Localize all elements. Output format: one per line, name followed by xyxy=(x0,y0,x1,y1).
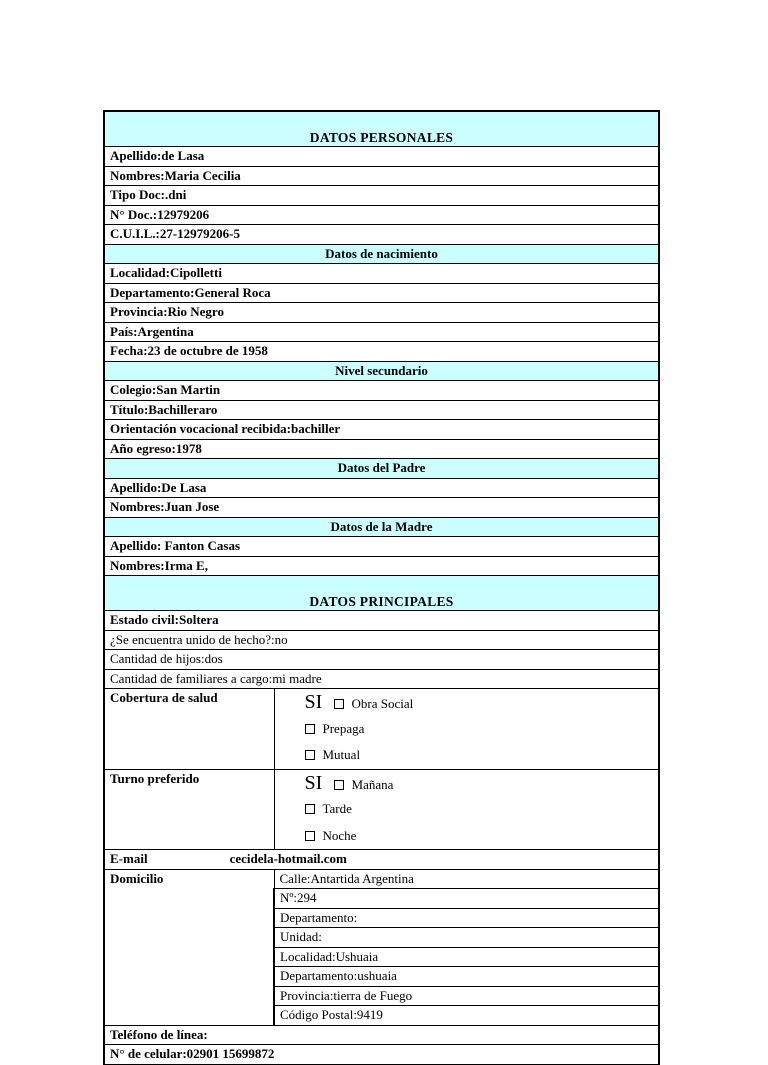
domicilio-line: Unidad: xyxy=(274,928,659,948)
field-tipo-doc: Tipo Doc:.dni xyxy=(104,186,659,206)
si-label: SI xyxy=(304,691,323,713)
section-title: Datos del Padre xyxy=(104,459,659,479)
field-num-doc: N° Doc.:12979206 xyxy=(104,205,659,225)
domicilio-line: Provincia:tierra de Fuego xyxy=(274,986,659,1006)
section-title: DATOS PERSONALES xyxy=(104,111,659,147)
checkbox-manana[interactable] xyxy=(334,780,344,790)
field-father-nombres: Nombres:Juan Jose xyxy=(104,498,659,518)
row-turno-preferido xyxy=(104,769,659,850)
field-apellido: Apellido:de Lasa xyxy=(104,147,659,167)
field-father-apellido: Apellido:De Lasa xyxy=(104,478,659,498)
row-email xyxy=(104,850,659,870)
field-pais: País:Argentina xyxy=(104,322,659,342)
email-value: cecidela-hotmail.com xyxy=(229,851,347,866)
domicilio-line: Localidad:Ushuaia xyxy=(274,947,659,967)
option-label: Obra Social xyxy=(351,696,414,711)
section-header-personal xyxy=(104,111,659,147)
option-label: Tarde xyxy=(322,801,352,816)
section-title: Datos de la Madre xyxy=(104,517,659,537)
field-nombres: Nombres:Maria Cecilia xyxy=(104,166,659,186)
option-label: Mutual xyxy=(322,747,361,762)
domicilio-line: Calle:Antartida Argentina xyxy=(274,869,659,889)
option-label: Prepaga xyxy=(322,720,365,736)
options-turno-preferido xyxy=(274,769,659,850)
field-egreso: Año egreso:1978 xyxy=(104,439,659,459)
domicilio-line: Código Postal:9419 xyxy=(274,1006,659,1026)
section-header-secondary xyxy=(104,361,659,381)
section-header-birth xyxy=(104,244,659,264)
checkbox-mutual[interactable] xyxy=(305,750,315,760)
field-hijos: Cantidad de hijos:dos xyxy=(104,650,659,670)
domicilio-line: Departamento: xyxy=(274,908,659,928)
field-union: ¿Se encuentra unido de hecho?:no xyxy=(104,630,659,650)
field-orientacion: Orientación vocacional recibida:bachiller xyxy=(104,420,659,440)
field-mother-nombres: Nombres:Irma E, xyxy=(104,556,659,576)
checkbox-noche[interactable] xyxy=(305,831,315,841)
domicilio-line: Departamento:ushuaia xyxy=(274,967,659,987)
field-familiares: Cantidad de familiares a cargo:mi madre xyxy=(104,669,659,689)
field-mother-apellido: Apellido: Fanton Casas xyxy=(104,537,659,557)
si-label: SI xyxy=(304,771,323,794)
field-fecha: Fecha:23 de octubre de 1958 xyxy=(104,342,659,362)
checkbox-prepaga[interactable] xyxy=(305,724,315,734)
field-cuil: C.U.I.L.:27-12979206-5 xyxy=(104,225,659,245)
field-colegio: Colegio:San Martin xyxy=(104,381,659,401)
option-label: Noche xyxy=(322,827,357,843)
section-title: Nivel secundario xyxy=(104,361,659,381)
section-title: DATOS PRINCIPALES xyxy=(104,576,659,611)
field-provincia: Provincia:Rio Negro xyxy=(104,303,659,323)
section-header-mother xyxy=(104,517,659,537)
section-title: Datos de nacimiento xyxy=(104,244,659,264)
option-label: Mañana xyxy=(351,776,394,792)
row-domicilio xyxy=(104,869,659,889)
field-telefono: Teléfono de línea: xyxy=(104,1025,659,1045)
row-cobertura-salud xyxy=(104,689,659,770)
field-email xyxy=(104,850,659,870)
label-turno-preferido: Turno preferido xyxy=(104,769,274,850)
registration-form xyxy=(103,110,660,1065)
options-cobertura-salud xyxy=(274,689,659,770)
domicilio-line: Nº:294 xyxy=(274,889,659,909)
section-header-father xyxy=(104,459,659,479)
checkbox-tarde[interactable] xyxy=(305,804,315,814)
section-header-main xyxy=(104,576,659,611)
field-estado-civil: Estado civil:Soltera xyxy=(104,611,659,631)
label-domicilio: Domicilio xyxy=(104,869,274,1025)
field-localidad: Localidad:Cipolletti xyxy=(104,264,659,284)
field-titulo: Título:Bachilleraro xyxy=(104,400,659,420)
field-celular: N° de celular:02901 15699872 xyxy=(104,1045,659,1065)
label-cobertura-salud: Cobertura de salud xyxy=(104,689,274,770)
email-label: E-mail xyxy=(110,851,148,866)
checkbox-obra-social[interactable] xyxy=(334,699,344,709)
field-departamento: Departamento:General Roca xyxy=(104,283,659,303)
